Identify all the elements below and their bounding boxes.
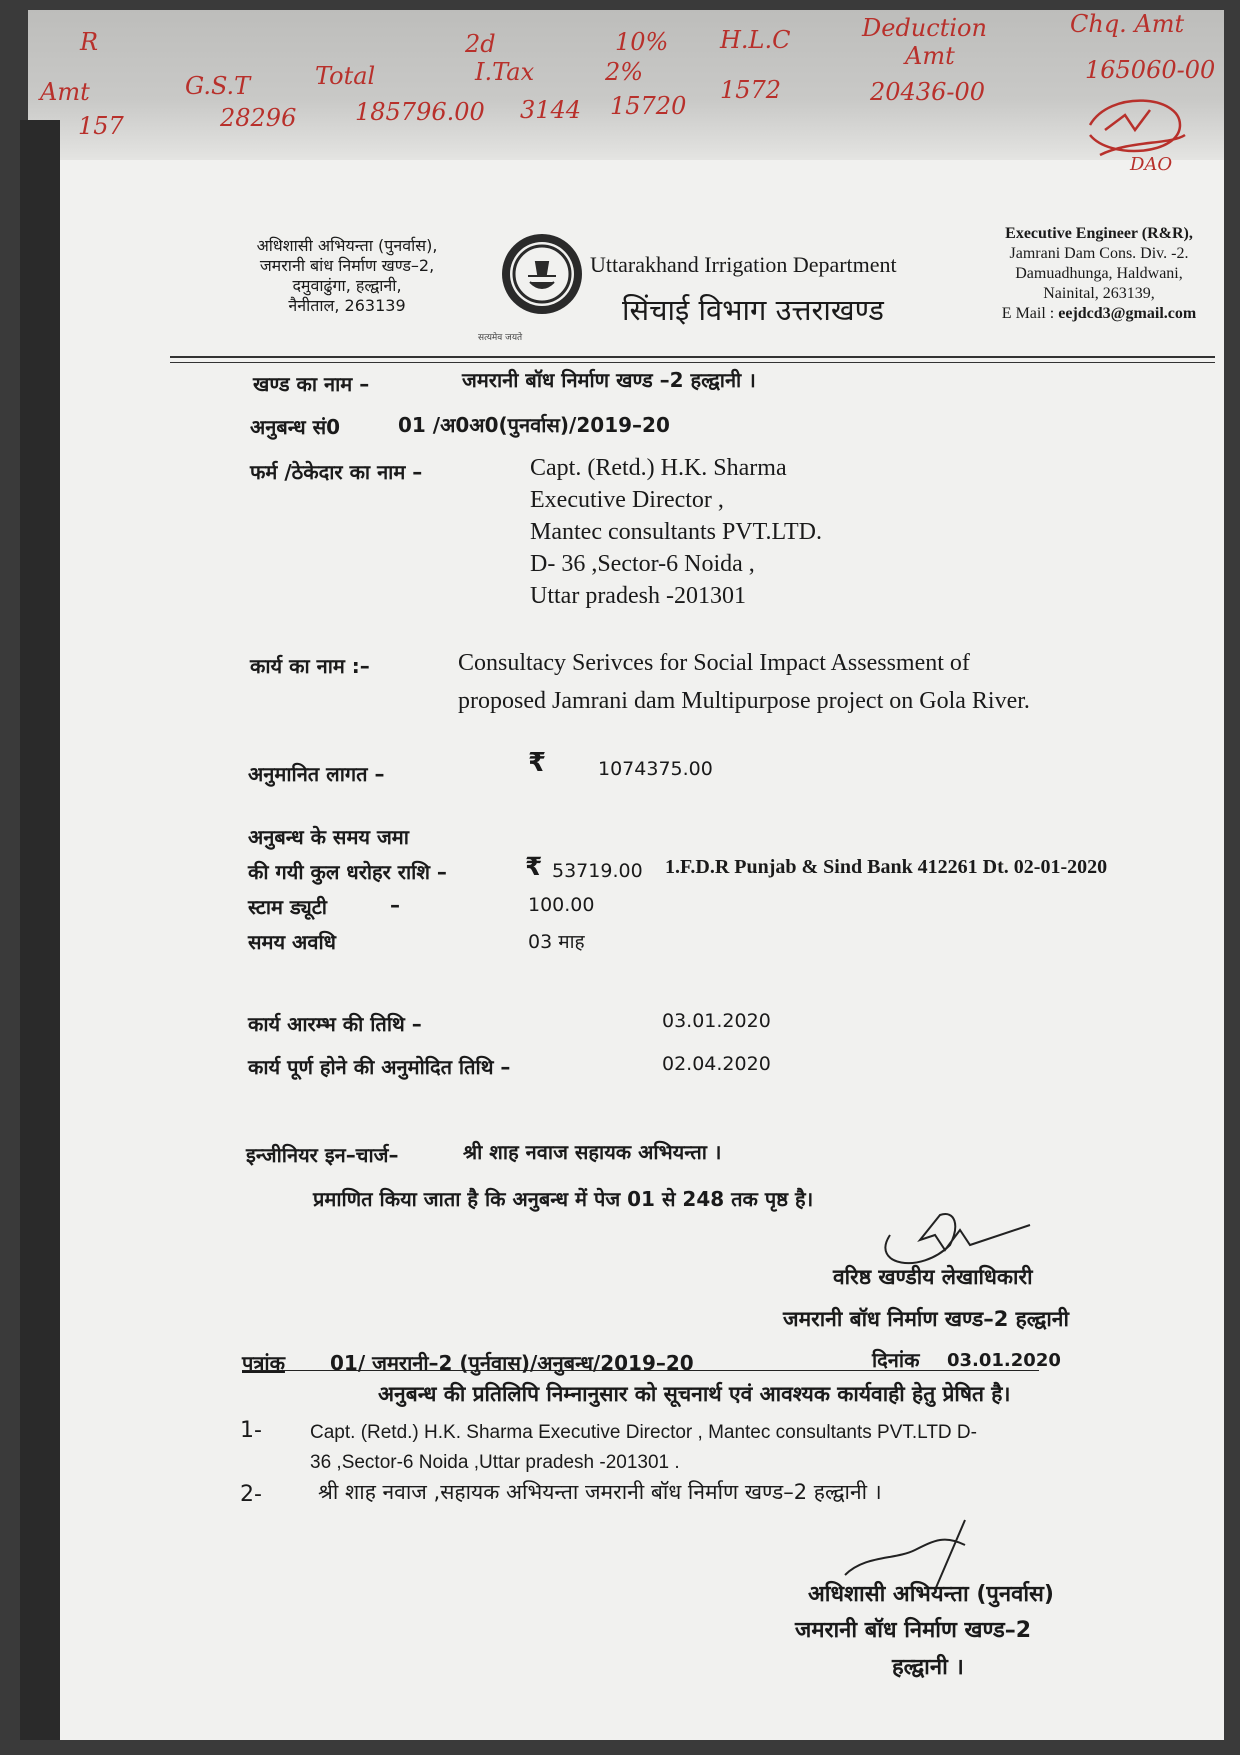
firm-line: Capt. (Retd.) H.K. Sharma — [530, 455, 787, 481]
work-description — [458, 644, 1030, 720]
annot-text: 185796.00 — [355, 98, 485, 126]
deposit-label-2: की गयी कुल धरोहर राशि – — [248, 860, 447, 884]
engineer-label: इन्जीनियर इन–चार्ज– — [246, 1143, 399, 1167]
department-name-en: Uttarakhand Irrigation Department — [590, 252, 897, 277]
signature-2-office: जमरानी बॉध निर्माण खण्ड–2 — [795, 1618, 1032, 1643]
deposit-value: 53719.00 — [552, 860, 643, 882]
annot-text: Amt — [40, 78, 90, 106]
date-value: 03.01.2020 — [947, 1350, 1061, 1371]
letterhead-left-line: अधिशासी अभियन्ता (पुनर्वास), — [256, 236, 438, 255]
annot-text: 28296 — [220, 104, 297, 132]
anubandh-label: अनुबन्ध सं0 — [250, 415, 341, 439]
letterhead-left — [222, 236, 472, 316]
work-line: Consultacy Serivces for Social Impact Assessment of — [458, 650, 970, 676]
annot-text: 10% — [615, 28, 669, 56]
khand-label: खण्ड का नाम – — [253, 372, 370, 396]
annot-text: 157 — [78, 112, 124, 140]
signature-1-title: वरिष्ठ खण्डीय लेखाधिकारी — [833, 1265, 1033, 1289]
annot-text: 2% — [605, 58, 644, 86]
certification-text: प्रमाणित किया जाता है कि अनुबन्ध में पेज 01 से 248 तक पृष्ठ है। — [313, 1187, 814, 1211]
memo-item-number: 1- — [240, 1418, 262, 1443]
scan-edge-shadow — [20, 120, 60, 1740]
work-label: कार्य का नाम :– — [250, 654, 370, 678]
letterhead-right-line: Nainital, 263139, — [1043, 285, 1155, 302]
work-line: proposed Jamrani dam Multipurpose project on Gola River. — [458, 688, 1030, 714]
header-rule — [170, 362, 1215, 363]
stamp-dash: – — [390, 893, 400, 917]
annot-text: G.S.T — [185, 72, 251, 100]
annot-text: Amt — [905, 42, 955, 70]
email-address: eejdcd3@gmail.com — [1058, 305, 1197, 322]
annot-text: 165060-00 — [1085, 56, 1216, 84]
engineer-value: श्री शाह नवाज सहायक अभियन्ता । — [463, 1140, 722, 1164]
memo-item-number: 2- — [240, 1482, 262, 1507]
handwritten-initials-icon — [1070, 85, 1200, 175]
memo-item-line: Capt. (Retd.) H.K. Sharma Executive Director , Mantec consultants PVT.LTD D- — [310, 1422, 977, 1443]
memo-item-1 — [310, 1418, 977, 1478]
rupee-symbol: ₹ — [525, 852, 543, 881]
memo-item-2: श्री शाह नवाज ,सहायक अभियन्ता जमरानी बॉध निर्माण खण्ड–2 हल्द्वानी । — [318, 1480, 882, 1504]
patrank-label: पत्रांक — [242, 1351, 285, 1375]
signature-2-title: अधिशासी अभियन्ता (पुनर्वास) — [808, 1582, 1054, 1607]
letterhead-left-line: जमरानी बांध निर्माण खण्ड–2, — [259, 256, 435, 275]
firm-line: Uttar pradesh -201301 — [530, 583, 746, 609]
firm-line: Mantec consultants PVT.LTD. — [530, 519, 822, 545]
period-label: समय अवधि — [248, 930, 336, 954]
annot-text: Total — [315, 62, 376, 90]
cost-value: 1074375.00 — [598, 758, 713, 780]
email-label: E Mail : — [1001, 305, 1055, 322]
khand-value: जमरानी बॉध निर्माण खण्ड –2 हल्द्वानी । — [462, 368, 756, 392]
annot-text: 2d — [465, 30, 496, 58]
cost-label: अनुमानित लागत – — [248, 762, 385, 786]
period-value: 03 माह — [528, 931, 585, 953]
firm-line: Executive Director , — [530, 487, 724, 513]
initials-text: DAO — [1130, 154, 1173, 175]
signature-2-place: हल्द्वानी । — [892, 1655, 964, 1680]
memo-intro: अनुबन्ध की प्रतिलिपि निम्नानुसार को सूचनार्थ एवं आवश्यक कार्यवाही हेतु प्रेषित है। — [378, 1382, 1011, 1406]
annot-text: Deduction — [862, 14, 987, 42]
annot-text: R — [80, 28, 99, 56]
rupee-symbol: ₹ — [528, 748, 547, 778]
letterhead-right-line: Executive Engineer (R&R), — [1005, 225, 1193, 242]
emblem-caption: सत्यमेव जयते — [478, 333, 523, 343]
anubandh-value: 01 /अ0अ0(पुनर्वास)/2019–20 — [398, 413, 670, 437]
deposit-note: 1.F.D.R Punjab & Sind Bank 412261 Dt. 02-01-2020 — [665, 856, 1108, 878]
annot-text: I.Tax — [475, 58, 535, 86]
end-date-label: कार्य पूर्ण होने की अनुमोदित तिथि – — [248, 1055, 511, 1079]
annot-text: 1572 — [720, 76, 782, 104]
department-name-hi: सिंचाई विभाग उत्तराखण्ड — [622, 293, 884, 327]
firm-address — [530, 452, 822, 612]
memo-underline — [242, 1370, 1039, 1371]
letterhead-left-line: नैनीताल, 263139 — [288, 296, 406, 315]
start-date-label: कार्य आरम्भ की तिथि – — [248, 1012, 422, 1036]
stamp-value: 100.00 — [528, 894, 595, 916]
header-rule — [170, 356, 1215, 358]
annot-text: Chq. Amt — [1070, 10, 1185, 38]
end-date-value: 02.04.2020 — [662, 1053, 771, 1075]
letterhead-right-line: Jamrani Dam Cons. Div. -2. — [1009, 245, 1189, 262]
memo-item-line: 36 ,Sector-6 Noida ,Uttar pradesh -201301 . — [310, 1452, 680, 1473]
letterhead-right — [975, 224, 1223, 324]
firm-line: D- 36 ,Sector-6 Noida , — [530, 551, 755, 577]
start-date-value: 03.01.2020 — [662, 1010, 771, 1032]
annot-text: 20436-00 — [870, 78, 985, 106]
annot-text: H.L.C — [720, 26, 791, 54]
date-label: दिनांक — [872, 1348, 920, 1372]
stamp-label: स्टाम ड्यूटी — [248, 895, 327, 919]
letterhead-left-line: दमुवाढुंगा, हल्द्वानी, — [292, 276, 402, 295]
patrank-value: 01/ जमरानी–2 (पुर्नवास)/अनुबन्ध/2019–20 — [330, 1351, 694, 1375]
firm-label: फर्म /ठेकेदार का नाम – — [250, 460, 423, 484]
letterhead-right-line: Damuadhunga, Haldwani, — [1015, 265, 1183, 282]
deposit-label-1: अनुबन्ध के समय जमा — [248, 825, 409, 849]
annot-text: 15720 — [610, 92, 687, 120]
department-emblem-icon — [500, 232, 584, 316]
annot-text: 3144 — [520, 96, 582, 124]
signature-1-office: जमरानी बॉध निर्माण खण्ड–2 हल्द्वानी — [783, 1307, 1069, 1331]
